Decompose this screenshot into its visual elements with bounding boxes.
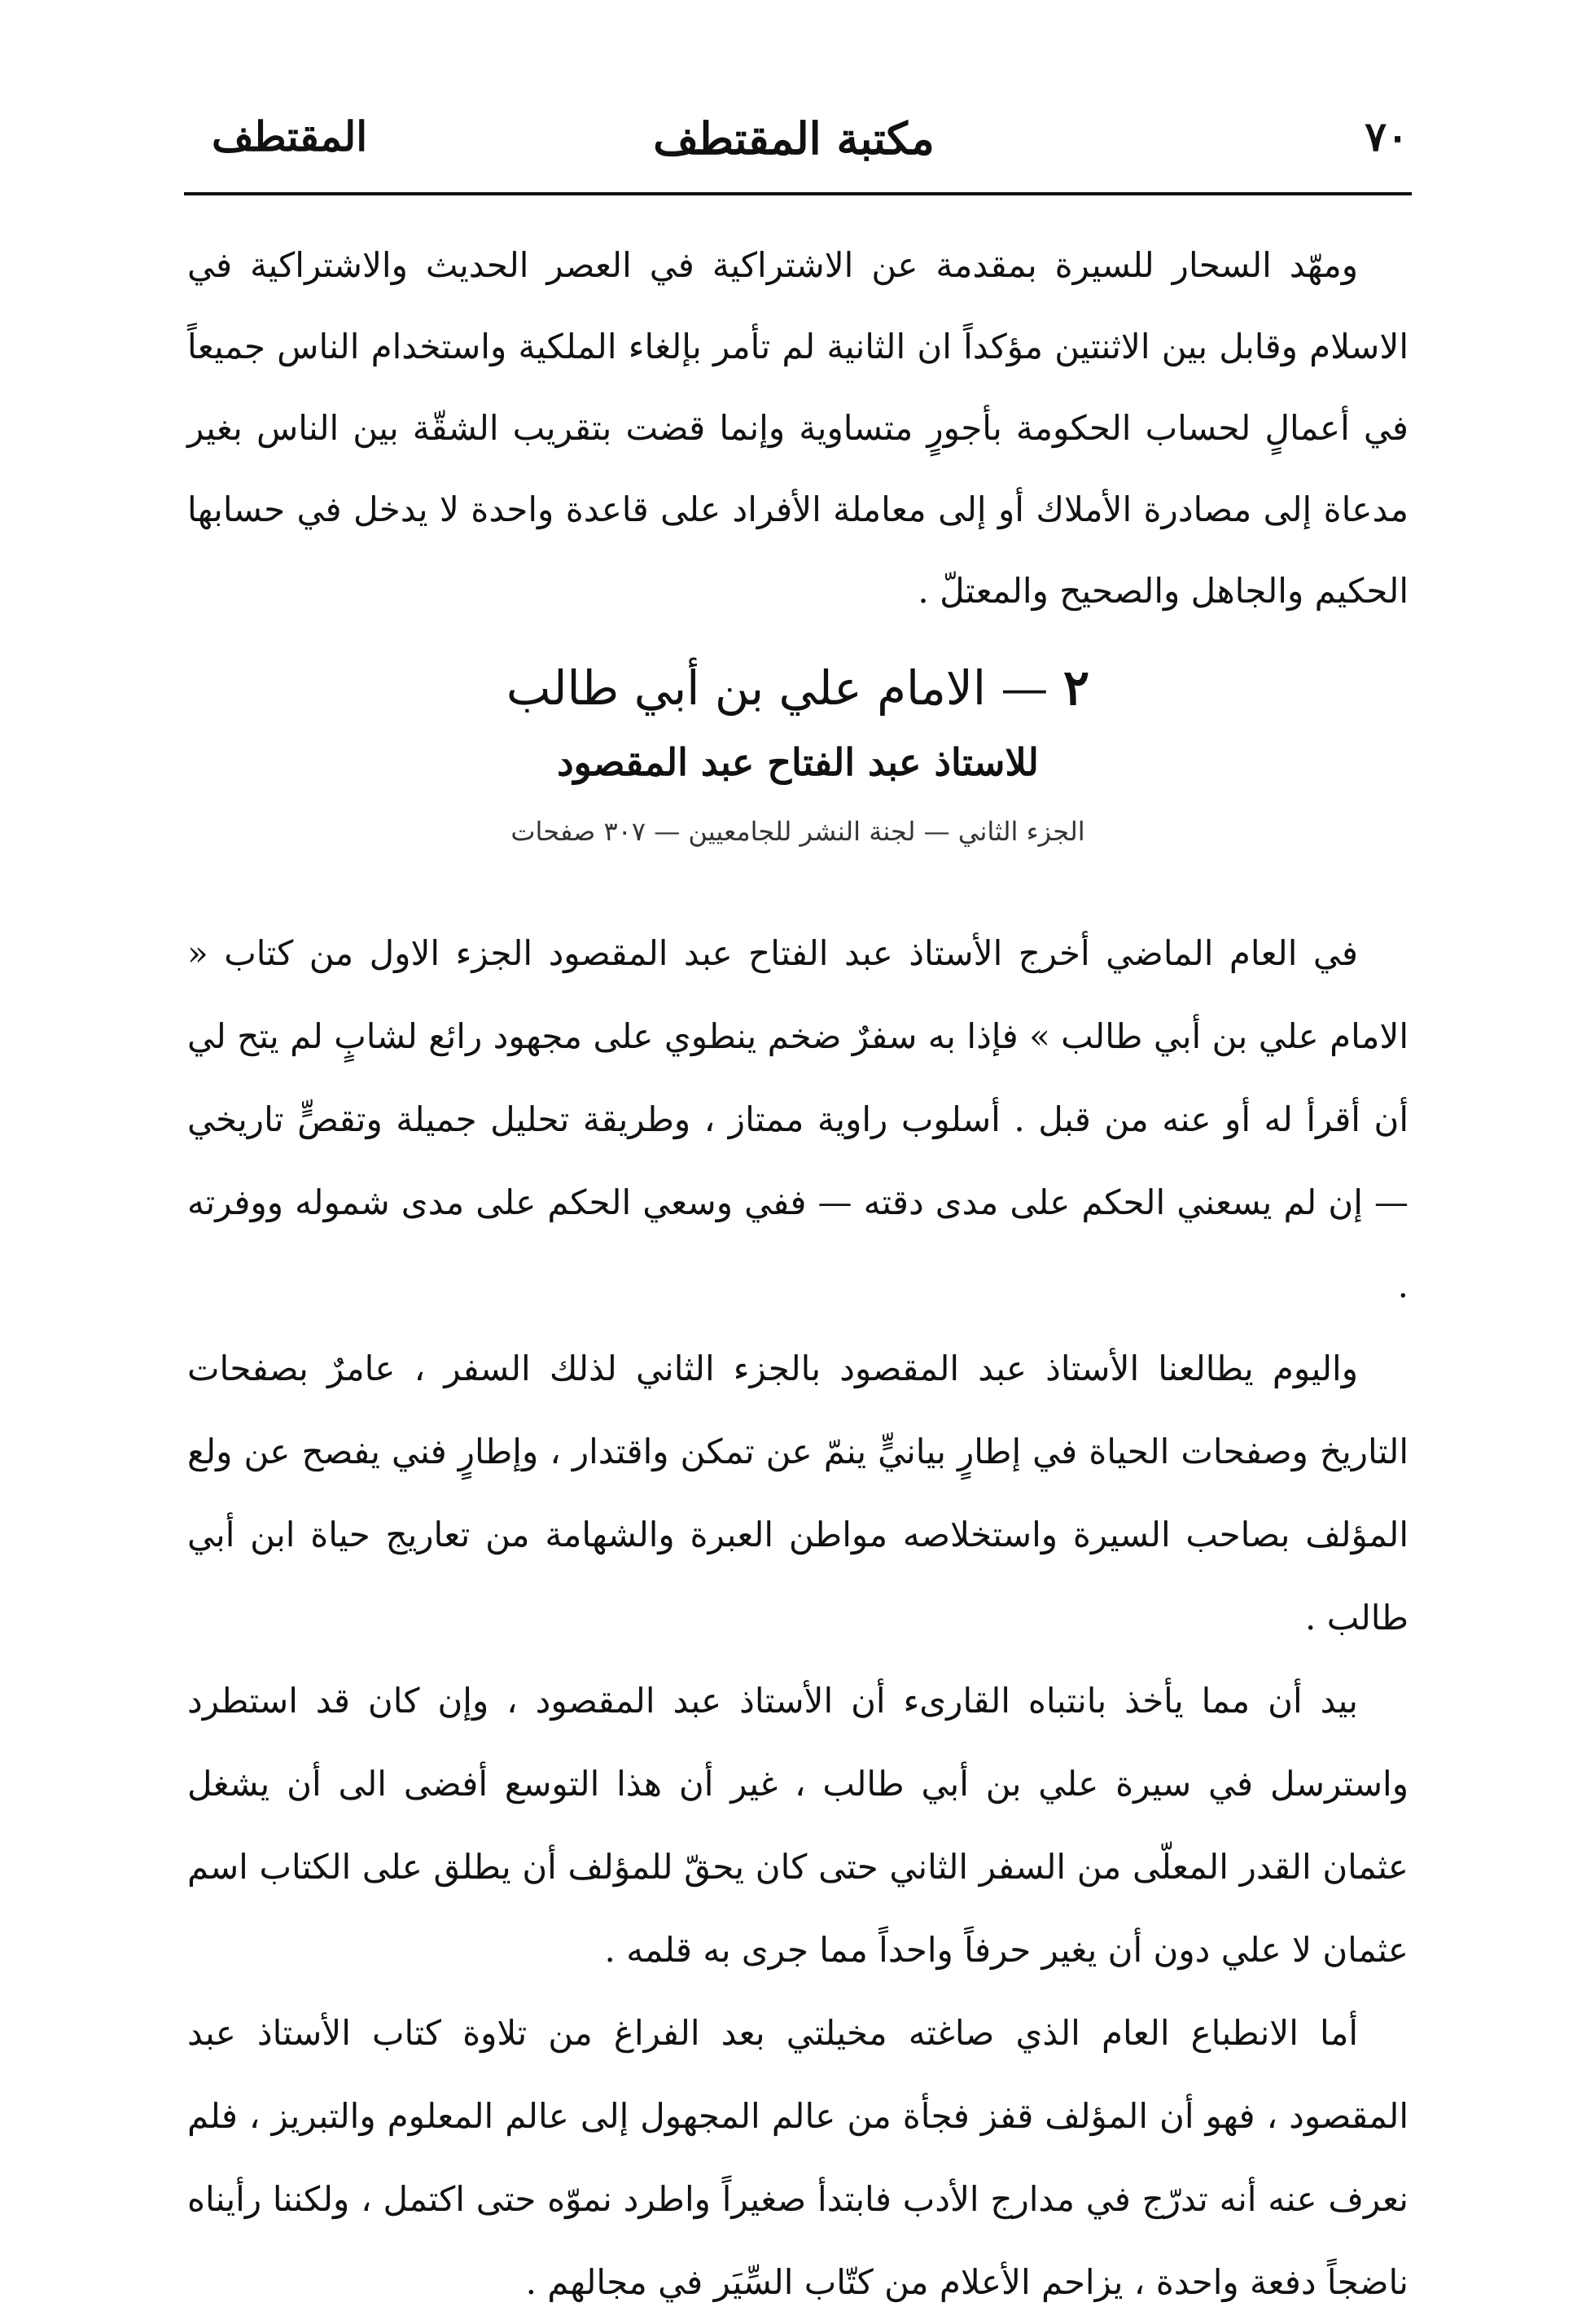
running-header xyxy=(179,112,1409,178)
body-paragraph-3: بيد أن مما يأخذ بانتباه القارىء أن الأستاذ عبد المقصود ، وإن كان قد استطرد واسترسل في سيرة علي بن أبي طالب ، غير أن هذا التوسع أفضى الى أن يشغل عثمان القدر المعلّى من السفر الثاني حتى كان يحقّ للمؤلف أن يطلق على الكتاب اسم عثمان لا علي دون أن يغير حرفاً واحداً مما جرى به قلمه . xyxy=(187,1681,1409,1970)
article-title: الامام علي بن أبي طالب xyxy=(506,660,986,716)
intro-paragraph: ومهّد السحار للسيرة بمقدمة عن الاشتراكية في العصر الحديث والاشتراكية في الاسلام وقابل بين الاثنتين مؤكداً ان الثانية لم تأمر بإلغاء الملكية واستخدام الناس جميعاً في أعمالٍ لحساب الحكومة بأجورٍ متساوية وإنما قضت بتقريب الشقّة بين الناس بغير مدعاة إلى مصادرة الأملاك أو إلى معاملة الأفراد على قاعدة واحدة لا يدخل في حسابها الحكيم والجاهل والصحيح والمعتلّ . xyxy=(187,245,1409,611)
body-paragraph-4: أما الانطباع العام الذي صاغته مخيلتي بعد الفراغ من تلاوة كتاب الأستاذ عبد المقصود ، فهو أن المؤلف قفز فجأة من عالم المجهول إلى عالم المعلوم والتبريز ، فلم نعرف عنه أنه تدرّج في مدارج الأدب فابتدأ صغيراً واطرد نموّه حتى اكتمل ، ولكننا رأيناه ناضجاً دفعة واحدة ، يزاحم الأعلام من كتّاب السِّيَر في مجالهم . xyxy=(187,2013,1409,2302)
body-paragraph-1: في العام الماضي أخرج الأستاذ عبد الفتاح عبد المقصود الجزء الاول من كتاب « الامام علي بن أبي طالب » فإذا به سفرٌ ضخم ينطوي على مجهود رائع لشابٍ لم يتح لي أن أقرأ له أو عنه من قبل . أسلوب راوية ممتاز ، وطريقة تحليل جميلة وتقصٍّ تاريخي — إن لم يسعني الحكم على مدى دقته — ففي وسعي الحكم على مدى شموله ووفرته . xyxy=(187,933,1409,1305)
body-paragraph-2: واليوم يطالعنا الأستاذ عبد المقصود بالجزء الثاني لذلك السفر ، عامرٌ بصفحات التاريخ وصفحات الحياة في إطارٍ بيانيٍّ ينمّ عن تمكن واقتدار ، وإطارٍ فني يفصح عن ولع المؤلف بصاحب السيرة واستخلاصه مواطن العبرة والشهامة من تعاريج حياة ابن أبي طالب . xyxy=(187,1348,1409,1638)
article-heading xyxy=(187,651,1409,860)
intro-text xyxy=(187,225,1409,632)
article-title-line xyxy=(187,651,1409,725)
article-meta: الجزء الثاني — لجنة النشر للجامعيين — ٣٠٧ صفحات xyxy=(510,816,1085,847)
article-body xyxy=(187,912,1409,2324)
section-title: مكتبة المقتطف xyxy=(653,112,935,164)
page-number: ٧٠ xyxy=(1365,112,1409,160)
article-number: ٢ xyxy=(1062,660,1090,717)
article-author: للاستاذ عبد الفتاح عبد المقصود xyxy=(557,740,1039,784)
article-dash: — xyxy=(1001,660,1049,716)
header-rule xyxy=(184,192,1412,195)
journal-name: المقتطف xyxy=(212,112,368,160)
